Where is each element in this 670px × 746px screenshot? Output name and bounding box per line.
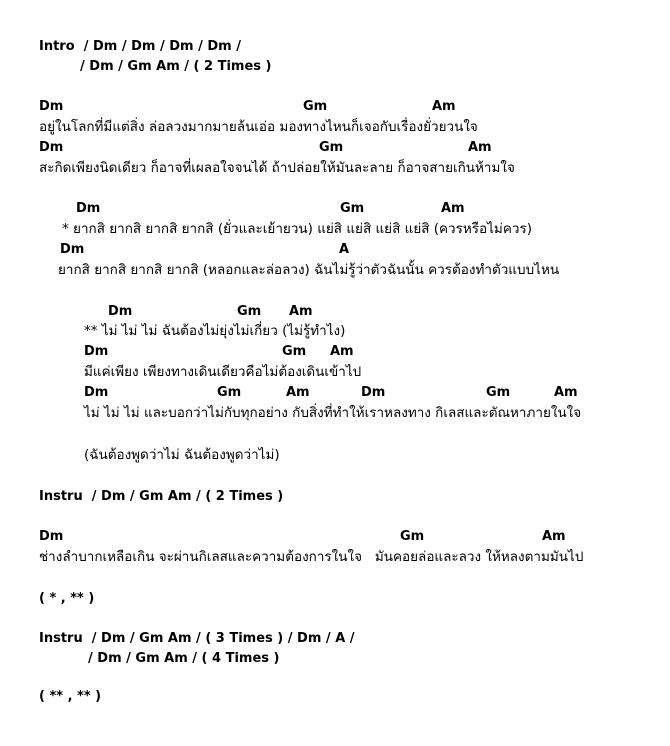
chord: Am bbox=[542, 529, 566, 544]
chord: Gm bbox=[400, 529, 425, 544]
chord: Gm bbox=[217, 385, 242, 400]
chord: Dm bbox=[361, 385, 386, 400]
chord: Am bbox=[289, 304, 313, 319]
chorus1-lyric-line-1: * ยากสิ ยากสิ ยากสิ ยากสิ (ยั่วและเย้ายวน) แย่สิ แย่สิ แย่สิ แย่สิ (ควรหรือไม่ควร) bbox=[62, 221, 532, 237]
chord: Dm bbox=[108, 304, 133, 319]
chord: Dm bbox=[60, 242, 85, 257]
instru2-line-2: / Dm / Gm Am / ( 4 Times ) bbox=[88, 651, 280, 666]
repeat2-line: ( ** , ** ) bbox=[39, 689, 102, 704]
chord: Am bbox=[441, 201, 465, 216]
chord: Am bbox=[468, 140, 492, 155]
intro-line-2: / Dm / Gm Am / ( 2 Times ) bbox=[80, 59, 272, 74]
chord: Gm bbox=[340, 201, 365, 216]
intro-line-1: Intro / Dm / Dm / Dm / Dm / bbox=[39, 39, 241, 54]
chord: Am bbox=[432, 99, 456, 114]
instru1-line: Instru / Dm / Gm Am / ( 2 Times ) bbox=[39, 489, 284, 504]
chorus2-chord-line-3 bbox=[84, 385, 644, 497]
chord: Gm bbox=[486, 385, 511, 400]
verse2-lyric-line: ช่างลำบากเหลือเกิน จะผ่านกิเลสและความต้องการในใจ มันคอยล่อและลวง ให้หลงตามมันไป bbox=[39, 549, 584, 565]
verse1-lyric-line-2: สะกิดเพียงนิดเดียว ก็อาจที่เผลอใจจนได้ ถ้าปล่อยให้มันละลาย ก็อาจสายเกินห้ามใจ bbox=[39, 160, 515, 176]
chord: Dm bbox=[39, 529, 64, 544]
chord: Dm bbox=[84, 344, 109, 359]
chord: Gm bbox=[303, 99, 328, 114]
chorus2-spoken-line: (ฉันต้องพูดว่าไม่ ฉันต้องพูดว่าไม่) bbox=[84, 447, 280, 463]
chord: Dm bbox=[39, 140, 64, 155]
chord: Am bbox=[554, 385, 578, 400]
chord: Gm bbox=[282, 344, 307, 359]
chord: A bbox=[339, 242, 350, 257]
chord: Dm bbox=[84, 385, 109, 400]
chord: Am bbox=[286, 385, 310, 400]
chord: Gm bbox=[319, 140, 344, 155]
chord: Am bbox=[330, 344, 354, 359]
chorus2-lyric-line-3: ไม่ ไม่ ไม่ และบอกว่าไม่กับทุกอย่าง กับสิ่งที่ทำให้เราหลงทาง กิเลสและตัณหาภายในใจ bbox=[84, 405, 582, 421]
instru2-line-1: Instru / Dm / Gm Am / ( 3 Times ) / Dm / A / bbox=[39, 631, 355, 646]
chorus2-lyric-line-2: มีแค่เพียง เพียงทางเดินเดียวคือไม่ต้องเดินเข้าไป bbox=[84, 364, 362, 380]
chord: Gm bbox=[237, 304, 262, 319]
chorus2-lyric-line-1: ** ไม่ ไม่ ไม่ ฉันต้องไม่ยุ่งไม่เกี่ยว (ไม่รู้ทำไง) bbox=[84, 323, 346, 339]
chord: Dm bbox=[39, 99, 64, 114]
chorus1-lyric-line-2: ยากสิ ยากสิ ยากสิ ยากสิ (หลอกและล่อลวง) ฉันไม่รู้ว่าตัวฉันนั้น ควรต้องทำตัวแบบไหน bbox=[58, 262, 560, 278]
repeat1-line: ( * , ** ) bbox=[39, 591, 95, 606]
chord: Dm bbox=[76, 201, 101, 216]
verse1-lyric-line-1: อยู่ในโลกที่มีแต่สิ่ง ล่อลวงมากมายล้นเอ่อ มองทางไหนก็เจอกับเรื่องยั่วยวนใจ bbox=[39, 119, 478, 135]
